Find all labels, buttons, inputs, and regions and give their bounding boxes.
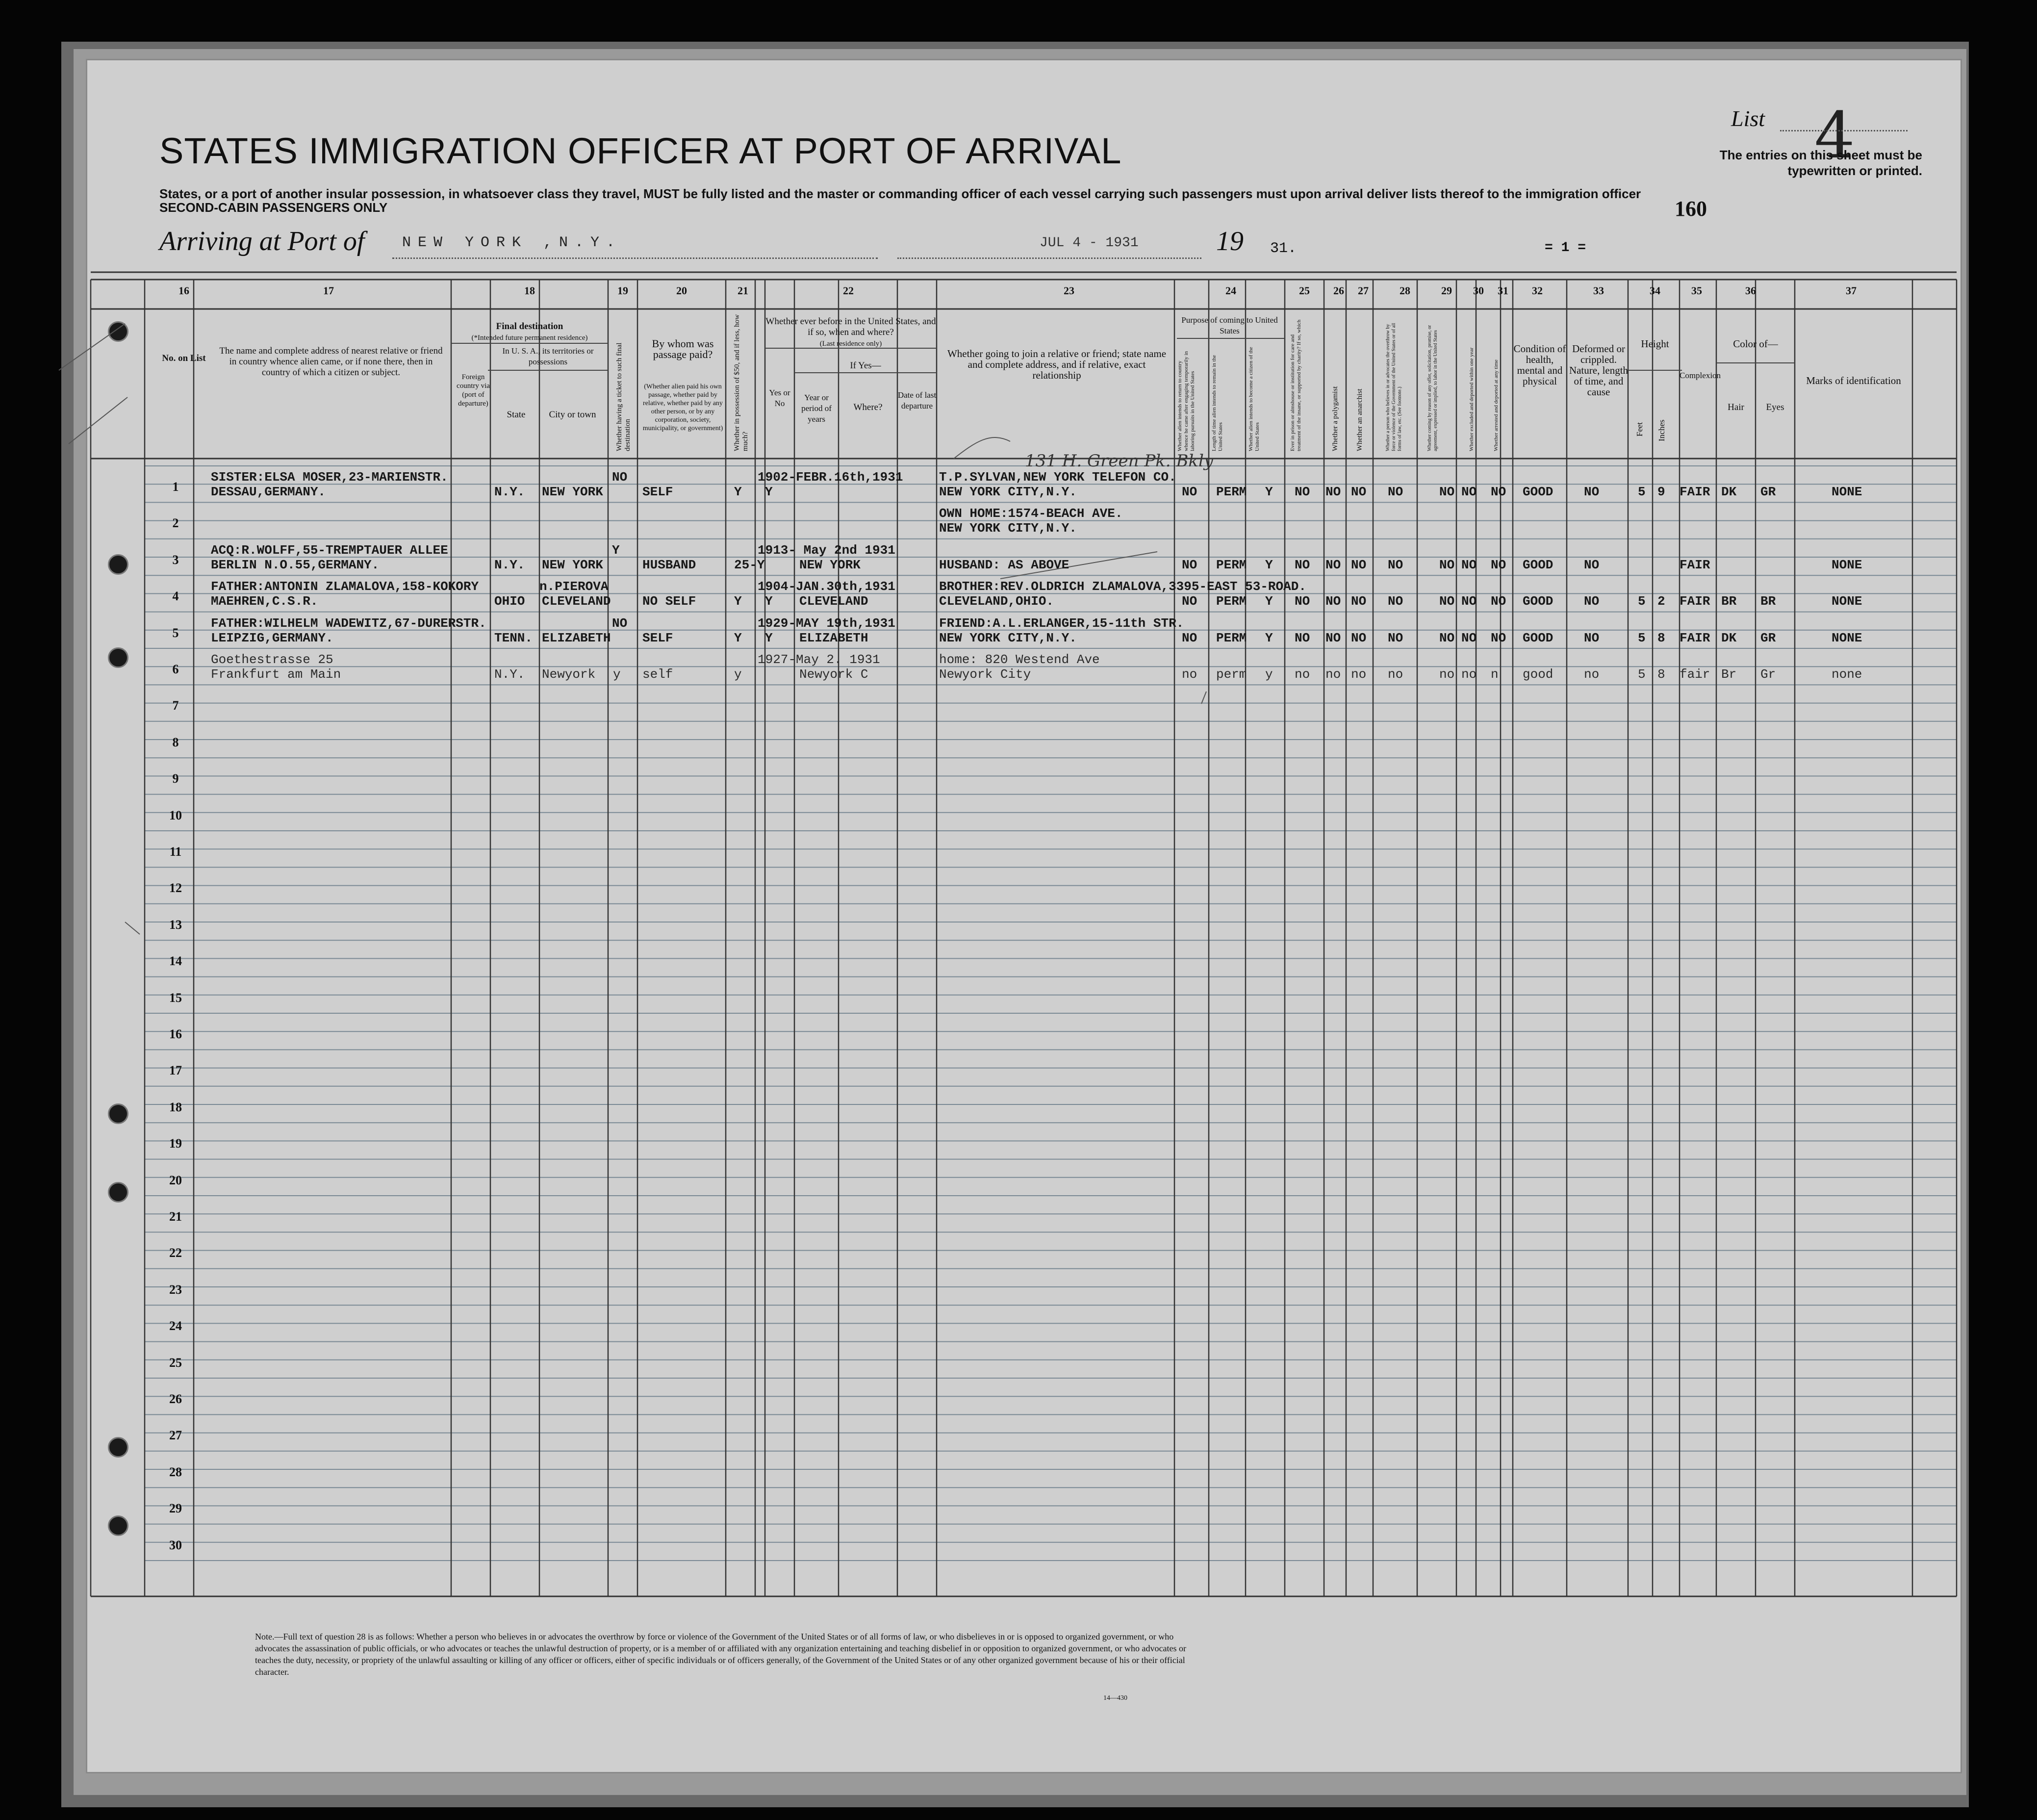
cell-hair: Br: [1721, 667, 1737, 682]
header-marks: Marks of identification: [1806, 375, 1901, 386]
cell-eyes: Gr: [1760, 667, 1776, 682]
cell-c29: NO: [1439, 594, 1455, 609]
cell-c27: NO: [1351, 557, 1367, 572]
cell-c24a: NO: [1182, 594, 1197, 609]
cell-c22a: 1927-May 2. 1931: [758, 652, 880, 667]
header-return-intent: Whether alien intends to return to country whence he came after engaging temporarily in laboring pursuits in the United States: [1177, 351, 1196, 451]
cell-c29: NO: [1439, 630, 1455, 645]
cell-yn: Y: [765, 630, 773, 645]
row-number: 1: [172, 480, 179, 494]
form-instructions: States, or a port of another insular possession, in whatsoever class they travel, MUST be fully listed and the master or commanding officer of each vessel carrying such passengers must upon arrival deliver lists thereof to the immigration officer: [159, 186, 1641, 201]
header-citizenship-intent: Whether alien intends to become a citizen of the United States: [1248, 347, 1260, 451]
cell-c30: NO: [1461, 630, 1477, 645]
colnum-35: 35: [1691, 284, 1702, 297]
cell-c29: NO: [1439, 557, 1455, 572]
cell-c24b: PERM: [1216, 594, 1247, 609]
colnum-24: 24: [1225, 284, 1236, 297]
header-anarchist: Whether an anarchist: [1356, 388, 1364, 451]
cell-c25: NO: [1295, 630, 1310, 645]
colnum-36: 36: [1745, 284, 1756, 297]
cell-c22a: 1913- May 2nd 1931: [758, 542, 895, 558]
cell-c24c: Y: [1265, 485, 1273, 499]
header-prison: Ever in prison or almshouse or institution for care and treatment of the insane, or supported by charity? If so, which: [1290, 319, 1302, 451]
cell-c27: NO: [1351, 594, 1367, 609]
cell-c17a: FATHER:ANTONIN ZLAMALOVA,158-KOKORY: [211, 579, 479, 594]
row-number: 19: [169, 1136, 182, 1151]
cell-in: 8: [1657, 667, 1665, 682]
cell-paid: self: [642, 667, 673, 682]
cell-c22b: CLEVELAND: [799, 594, 868, 609]
cell-city: NEW YORK: [542, 485, 603, 499]
cell-c23b: HUSBAND: AS ABOVE: [939, 557, 1069, 572]
cell-c27: no: [1351, 667, 1367, 682]
header-year-period: Year or period of years: [801, 393, 832, 424]
header-length-of-stay: Length of time alien intends to remain in the United States: [1211, 355, 1223, 451]
row-number: 24: [169, 1319, 182, 1333]
cell-state: N.Y.: [494, 485, 525, 499]
header-polygamist: Whether a polygamist: [1331, 386, 1339, 451]
cell-c30: NO: [1461, 594, 1477, 609]
cell-eyes: BR: [1760, 594, 1776, 609]
row-number: 20: [169, 1173, 182, 1187]
cell-c17a: SISTER:ELSA MOSER,23-MARIENSTR.: [211, 470, 448, 485]
cell-c31: NO: [1491, 594, 1506, 609]
year-prefix: 19: [1216, 226, 1244, 256]
cell-c33: NO: [1584, 630, 1600, 645]
header-if-yes: If Yes—: [850, 360, 881, 371]
cell-ft: 5: [1638, 485, 1646, 499]
cell-c26: NO: [1325, 594, 1341, 609]
colnum-31: 31: [1498, 284, 1508, 297]
colnum-23: 23: [1064, 284, 1074, 297]
cell-c24c: y: [1265, 667, 1273, 682]
cell-c17b: Frankfurt am Main: [211, 667, 341, 682]
cell-hair: DK: [1721, 485, 1737, 499]
cell-c32: GOOD: [1523, 557, 1553, 572]
row-number: 10: [169, 808, 182, 822]
cell-c17a: ACQ:R.WOLFF,55-TREMPTAUER ALLEE: [211, 542, 448, 558]
header-arrested: Whether arrested and deported at any time: [1493, 359, 1499, 451]
header-final-destination: Final destination: [496, 321, 563, 332]
cell-c26: NO: [1325, 630, 1341, 645]
cell-ft: 5: [1638, 594, 1646, 609]
colnum-33: 33: [1593, 284, 1604, 297]
header-where: Where?: [853, 402, 883, 412]
cell-c24c: Y: [1265, 557, 1273, 572]
arrival-date-stamp: JUL 4 - 1931: [1040, 235, 1139, 251]
row-number: 11: [169, 845, 182, 859]
cell-c24a: NO: [1182, 630, 1197, 645]
row-number: 28: [169, 1464, 182, 1479]
cell-c29: no: [1439, 667, 1455, 682]
cell-c23a: home: 820 Westend Ave: [939, 652, 1100, 667]
cell-c24a: no: [1182, 667, 1197, 682]
cell-c23a: OWN HOME:1574-BEACH AVE.: [939, 506, 1123, 521]
cell-marks: NONE: [1832, 485, 1862, 499]
row-number: 4: [172, 589, 179, 604]
cell-cmp: FAIR: [1680, 630, 1710, 645]
cell-eyes: GR: [1760, 630, 1776, 645]
header-passage-paid: By whom was passage paid?: [652, 337, 714, 360]
colnum-28: 28: [1400, 284, 1410, 297]
cell-c32: GOOD: [1523, 485, 1553, 499]
row-number: 9: [172, 771, 179, 786]
header-final-destination-sub: (*Intended future permanent residence): [471, 334, 588, 342]
cell-c24b: PERM: [1216, 485, 1247, 499]
cell-c31: NO: [1491, 557, 1506, 572]
cell-c31: NO: [1491, 485, 1506, 499]
header-purpose: Purpose of coming to United States: [1181, 315, 1278, 335]
cell-c33: no: [1584, 667, 1600, 682]
row-number: 26: [169, 1392, 182, 1406]
cell-c30: NO: [1461, 485, 1477, 499]
cell-c23b: NEW YORK CITY,N.Y.: [939, 630, 1077, 645]
cell-ticket_top: NO: [612, 615, 628, 631]
colnum-21: 21: [738, 284, 748, 297]
colnum-30: 30: [1473, 284, 1484, 297]
header-usa-territories: In U. S. A., its territories or possessions: [502, 346, 594, 366]
header-foreign-country: Foreign country via (port of departure): [457, 373, 490, 408]
cell-c23a: FRIEND:A.L.ERLANGER,15-11th STR.: [939, 615, 1184, 631]
colnum-34: 34: [1650, 284, 1660, 297]
header-nearest-relative: The name and complete address of nearest relative or friend in country whence alien came, or if none there, then in country of which a citizen or subject.: [219, 346, 443, 378]
class-line: SECOND-CABIN PASSENGERS ONLY: [159, 200, 388, 215]
header-last-departure: Date of last departure: [897, 390, 937, 410]
cell-c32: GOOD: [1523, 594, 1553, 609]
row-number: 6: [172, 662, 179, 676]
entries-note: The entries on this sheet must be typewritten or printed.: [1719, 148, 1922, 178]
cell-c17a: Goethestrasse 25: [211, 652, 333, 667]
cell-hair: BR: [1721, 594, 1737, 609]
header-passage-paid-sub: (Whether alien paid his own passage, whether paid by relative, whether paid by any other person, or by any corporation, society, municipality, or government): [642, 383, 723, 432]
cell-c29: NO: [1439, 485, 1455, 499]
cell-paid: NO SELF: [642, 594, 696, 609]
cell-c33: NO: [1584, 557, 1600, 572]
colnum-27: 27: [1358, 284, 1369, 297]
row-number: 15: [169, 990, 182, 1005]
cell-ft: 5: [1638, 667, 1646, 682]
colnum-22: 22: [843, 284, 854, 297]
cell-c24b: PERM: [1216, 557, 1247, 572]
cell-city: CLEVELAND: [542, 594, 611, 609]
colnum-25: 25: [1299, 284, 1310, 297]
footnote-question-28: Note.—Full text of question 28 is as follows: Whether a person who believes in or advocates the overthrow by force or violence of the Government of the United States or of all forms of law, or who disbelieves in or is opposed to organized government, or who advocates the assassination of public officials, or who advocates or teaches the unlawful destruction of property, or is a member of or affiliated with any organization entertaining and teaching disbelief in or opposition to organized government, or who advocates or teaches the duty, necessity, or propriety of the unlawful assaulting or killing of any officer or officers, either of specific individuals or of officers generally, of the Government of the United States or of any other organized government because of his or their official character.: [255, 1632, 1186, 1677]
header-height: Height: [1641, 338, 1669, 350]
cell-c22a: 1929-MAY 19th,1931: [758, 615, 895, 631]
cell-c32: good: [1523, 667, 1553, 682]
cell-marks: none: [1832, 667, 1862, 682]
colnum-19: 19: [617, 284, 628, 297]
cell-state: N.Y.: [494, 557, 525, 572]
cell-c24a: NO: [1182, 485, 1197, 499]
cell-c28: NO: [1388, 557, 1403, 572]
sheet-marker: = 1 =: [1545, 240, 1586, 256]
header-no-on-list: No. on List: [162, 353, 206, 363]
page-number: 160: [1675, 197, 1707, 221]
cell-c27: NO: [1351, 485, 1367, 499]
cell-c22a: 1904-JAN.30th,1931: [758, 579, 895, 594]
cell-cmp: fair: [1680, 667, 1710, 682]
list-number-handwritten: 4: [1814, 98, 1855, 173]
form-title: STATES IMMIGRATION OFFICER AT PORT OF ARRIVAL: [159, 130, 1122, 171]
header-deformed: Deformed or crippled. Nature, length of time, and cause: [1569, 343, 1629, 398]
cell-state: N.Y.: [494, 667, 525, 682]
cell-c30: no: [1461, 667, 1477, 682]
cell-c28: NO: [1388, 594, 1403, 609]
cell-c22b: ELIZABETH: [799, 630, 868, 645]
cell-yn: Y: [765, 485, 773, 499]
cell-c24b: perm: [1216, 667, 1247, 682]
form-number: 14—430: [1103, 1694, 1127, 1702]
arriving-label: Arriving at Port of: [159, 226, 365, 256]
cell-c23a: T.P.SYLVAN,NEW YORK TELEFON CO.: [939, 470, 1176, 485]
cell-c26: NO: [1325, 485, 1341, 499]
cell-c21: y: [734, 667, 742, 682]
cell-yn: Y: [765, 594, 773, 609]
cell-c21: Y: [734, 594, 742, 609]
header-join-relative: Whether going to join a relative or friend; state name and complete address, and if relative, exact relationship: [947, 348, 1167, 381]
header-inches: Inches: [1657, 419, 1666, 441]
cell-city: ELIZABETH: [542, 630, 611, 645]
cell-c25: NO: [1295, 557, 1310, 572]
handwritten-address-note: 131 H. Green Pk. Bkly: [1025, 451, 1214, 471]
cell-c24a: NO: [1182, 557, 1197, 572]
colnum-26: 26: [1333, 284, 1344, 297]
cell-c28: no: [1388, 667, 1403, 682]
row-number: 23: [169, 1282, 182, 1297]
row-number: 14: [169, 954, 182, 969]
header-fifty-dollars: Whether in possession of $50, and if less, how much?: [733, 314, 749, 451]
cell-ticket_top: NO: [612, 470, 628, 485]
cell-c17b: BERLIN N.O.55,GERMANY.: [211, 557, 380, 572]
cell-c28: NO: [1388, 485, 1403, 499]
header-yes-or-no: Yes or No: [769, 388, 790, 408]
cell-c33: NO: [1584, 485, 1600, 499]
cell-c22b: NEW YORK: [799, 557, 861, 572]
cell-ticket: y: [613, 667, 621, 682]
colnum-37: 37: [1846, 284, 1857, 297]
row-number: 7: [172, 698, 179, 713]
cell-c21: Y: [734, 485, 742, 499]
header-question-28: Whether a person who believes in or advocates the overthrow by force or violence of the Government of the United States or of all forms of law, etc. (See footnote.): [1385, 323, 1402, 451]
cell-c23a: BROTHER:REV.OLDRICH ZLAMALOVA,3395-EAST 53-ROAD.: [939, 579, 1306, 594]
cell-c28: NO: [1388, 630, 1403, 645]
cell-c23b: CLEVELAND,OHIO.: [939, 594, 1054, 609]
row-number: 17: [169, 1063, 182, 1078]
cell-c22b: Newyork C: [799, 667, 868, 682]
cell-cmp: FAIR: [1680, 594, 1710, 609]
row-number: 16: [169, 1027, 182, 1041]
cell-c17b: DESSAU,GERMANY.: [211, 485, 326, 499]
cell-city: Newyork: [542, 667, 596, 682]
header-color-of: Color of—: [1733, 338, 1778, 350]
cell-city: NEW YORK: [542, 557, 603, 572]
cell-c23b: Newyork City: [939, 667, 1031, 682]
cell-c24b: PERM: [1216, 630, 1247, 645]
header-health: Condition of health, mental and physical: [1513, 343, 1566, 387]
cell-c26: NO: [1325, 557, 1341, 572]
cell-c24c: Y: [1265, 594, 1273, 609]
cell-ft: 5: [1638, 630, 1646, 645]
cell-city_top: n.PIEROVA: [539, 579, 609, 594]
header-feet: Feet: [1635, 422, 1644, 436]
colnum-32: 32: [1532, 284, 1543, 297]
cell-state: OHIO: [494, 594, 525, 609]
cell-c17b: MAEHREN,C.S.R.: [211, 594, 318, 609]
row-number: 3: [172, 552, 179, 567]
cell-ticket_top: Y: [612, 542, 620, 558]
cell-c23b: NEW YORK CITY,N.Y.: [939, 521, 1077, 536]
row-number: 21: [169, 1209, 182, 1224]
colnum-17: 17: [323, 284, 334, 297]
cell-c33: NO: [1584, 594, 1600, 609]
header-state: State: [507, 410, 526, 420]
cell-c25: NO: [1295, 485, 1310, 499]
cell-cmp: FAIR: [1680, 557, 1710, 572]
cell-c22a: 1902-FEBR.16th,1931: [758, 470, 903, 485]
cell-state: TENN.: [494, 630, 533, 645]
cell-in: 2: [1657, 594, 1665, 609]
cell-in: 8: [1657, 630, 1665, 645]
cell-hair: DK: [1721, 630, 1737, 645]
cell-c26: no: [1325, 667, 1341, 682]
cell-c25: no: [1295, 667, 1310, 682]
cell-c17a: FATHER:WILHELM WADEWITZ,67-DURERSTR.: [211, 615, 486, 631]
cell-marks: NONE: [1832, 557, 1862, 572]
row-number: 25: [169, 1355, 182, 1370]
header-eyes: Eyes: [1766, 402, 1784, 412]
row-number: 27: [169, 1428, 182, 1443]
header-complexion: Complexion: [1680, 371, 1721, 380]
cell-paid: SELF: [642, 630, 673, 645]
year-suffix: 31.: [1270, 240, 1297, 257]
cell-c21: Y: [734, 630, 742, 645]
row-number: 13: [169, 917, 182, 932]
colnum-20: 20: [676, 284, 687, 297]
row-number: 30: [169, 1538, 182, 1552]
row-number: 8: [172, 735, 179, 749]
cell-c27: NO: [1351, 630, 1367, 645]
cell-c21: 25-Y: [734, 557, 765, 572]
cell-c32: GOOD: [1523, 630, 1553, 645]
colnum-29: 29: [1441, 284, 1452, 297]
cell-marks: NONE: [1832, 594, 1862, 609]
header-before-in-us: Whether ever before in the United States, and if so, when and where?: [765, 316, 936, 337]
cell-eyes: GR: [1760, 485, 1776, 499]
row-number: 12: [169, 881, 182, 896]
cell-c25: NO: [1295, 594, 1310, 609]
cell-c31: n: [1491, 667, 1499, 682]
cell-c30: NO: [1461, 557, 1477, 572]
cell-paid: HUSBAND: [642, 557, 696, 572]
cell-in: 9: [1657, 485, 1665, 499]
row-number: 29: [169, 1501, 182, 1516]
row-number: 22: [169, 1246, 182, 1260]
cell-marks: NONE: [1832, 630, 1862, 645]
header-last-residence: (Last residence only): [819, 340, 882, 348]
header-city: City or town: [549, 410, 596, 420]
header-hair: Hair: [1728, 402, 1744, 412]
header-ticket: Whether having a ticket to such final destination: [615, 342, 632, 451]
cell-c17b: LEIPZIG,GERMANY.: [211, 630, 333, 645]
cell-paid: SELF: [642, 485, 673, 499]
cell-c23b: NEW YORK CITY,N.Y.: [939, 485, 1077, 499]
cell-cmp: FAIR: [1680, 485, 1710, 499]
row-number: 5: [172, 625, 179, 640]
header-labor-offer: Whether coming by reason of any offer, solicitation, promise, or agreement, expressed or implied, to labor in the United States: [1427, 325, 1438, 451]
header-excluded: Whether excluded and deported within one year: [1469, 347, 1475, 451]
colnum-16: 16: [178, 284, 189, 297]
port-of-arrival: NEW YORK ,N.Y.: [402, 234, 622, 251]
list-label: List: [1731, 106, 1765, 131]
row-number: 2: [172, 516, 179, 531]
cell-c31: NO: [1491, 630, 1506, 645]
cell-c24c: Y: [1265, 630, 1273, 645]
row-number: 18: [169, 1100, 182, 1114]
colnum-18: 18: [524, 284, 535, 297]
